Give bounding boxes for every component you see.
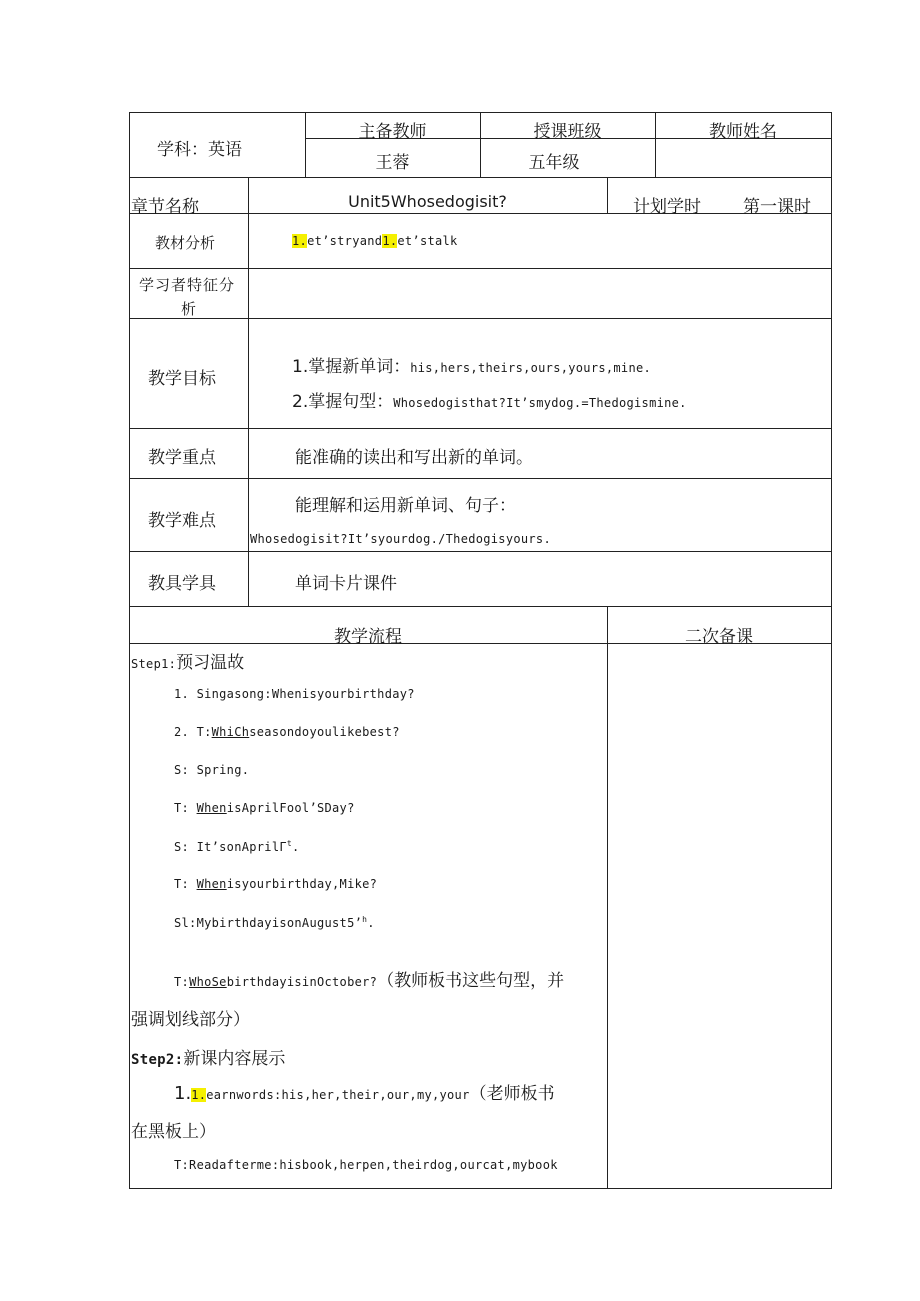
goal-item-2: 2.掌握句型：Whosedogisthat?It’smydog.=Thedogismine. [292, 392, 687, 412]
material-label: 教材分析 [155, 234, 216, 252]
step1-heading: Step1:预习温故 [131, 653, 245, 673]
grid-line [607, 606, 608, 1189]
process-line-3: S: Spring. [174, 763, 250, 777]
chapter-label: 章节名称 [131, 197, 199, 217]
subject-label: 学科：英语 [157, 140, 242, 160]
process-line-9: 强调划线部分） [131, 1010, 250, 1030]
grid-line [129, 268, 832, 269]
hours-label: 计划学时 [633, 197, 701, 217]
goal-item-1: 1.掌握新单词：his,hers,theirs,ours,yours,mine. [292, 357, 652, 377]
class-label: 授课班级 [533, 122, 602, 142]
lead-teacher-label: 主备教师 [358, 122, 427, 142]
difficulties-line1: 能理解和运用新单词、句子： [295, 496, 516, 516]
grid-line [248, 177, 249, 606]
process-line-8: T:WhoSebirthdayisinOctober?（教师板书这些句型，并 [174, 971, 565, 991]
process-line-11: 在黑板上） [131, 1122, 216, 1142]
learner-label-line2: 析 [181, 300, 197, 318]
class-value: 五年级 [528, 153, 580, 173]
tools-label: 教具学具 [148, 574, 216, 594]
grid-line [607, 177, 608, 213]
highlight-mark: 1. [191, 1088, 207, 1102]
learner-label-line1: 学习者特征分 [139, 276, 236, 294]
difficulties-label: 教学难点 [148, 511, 216, 531]
process-line-7: Sl:MybirthdayisonAugust5’$^h$. [174, 915, 375, 930]
process-line-2: 2. T:WhiChseasondoyoulikebest? [174, 725, 400, 739]
process-line-4: T: WhenisAprilFool’SDay? [174, 801, 355, 815]
grid-line [129, 606, 832, 607]
teacher-name-label: 教师姓名 [709, 122, 777, 142]
grid-line [129, 112, 130, 1189]
grid-line [129, 177, 832, 178]
grid-line [129, 478, 832, 479]
lead-teacher-value: 王蓉 [375, 153, 410, 173]
process-header-left: 教学流程 [334, 627, 402, 647]
grid-line [129, 551, 832, 552]
process-line-6: T: Whenisyourbirthday,Mike? [174, 877, 378, 891]
step2-heading: Step2:新课内容展示 [131, 1049, 286, 1069]
process-line-12: T:Readafterme:hisbook,herpen,theirdog,ourcat,mybook [174, 1158, 558, 1172]
grid-line [129, 428, 832, 429]
tools-content: 单词卡片课件 [295, 574, 397, 594]
process-line-1: 1. Singasong:Whenisyourbirthday? [174, 687, 415, 701]
chapter-title: Unit5Whosedogisit? [348, 192, 507, 211]
material-content: 1.et’stryand1.et’stalk [292, 234, 458, 248]
key-points-label: 教学重点 [148, 448, 216, 468]
key-points-content: 能准确的读出和写出新的单词。 [295, 448, 533, 468]
grid-line [831, 112, 832, 1189]
goals-label: 教学目标 [148, 369, 216, 389]
process-line-5: S: It’sonAprilΓ$^t$. [174, 839, 300, 854]
hours-value: 第一课时 [743, 197, 811, 217]
process-line-10: 1.1.earnwords:his,her,their,our,my,your（老师板书 [174, 1083, 555, 1104]
highlight-mark: 1. [292, 234, 308, 248]
highlight-mark: 1. [382, 234, 398, 248]
process-header-right: 二次备课 [685, 627, 753, 647]
grid-line [129, 318, 832, 319]
grid-line [129, 1188, 832, 1189]
difficulties-line2: Whosedogisit?It’syourdog./Thedogisyours. [250, 532, 551, 546]
grid-line [129, 213, 832, 214]
